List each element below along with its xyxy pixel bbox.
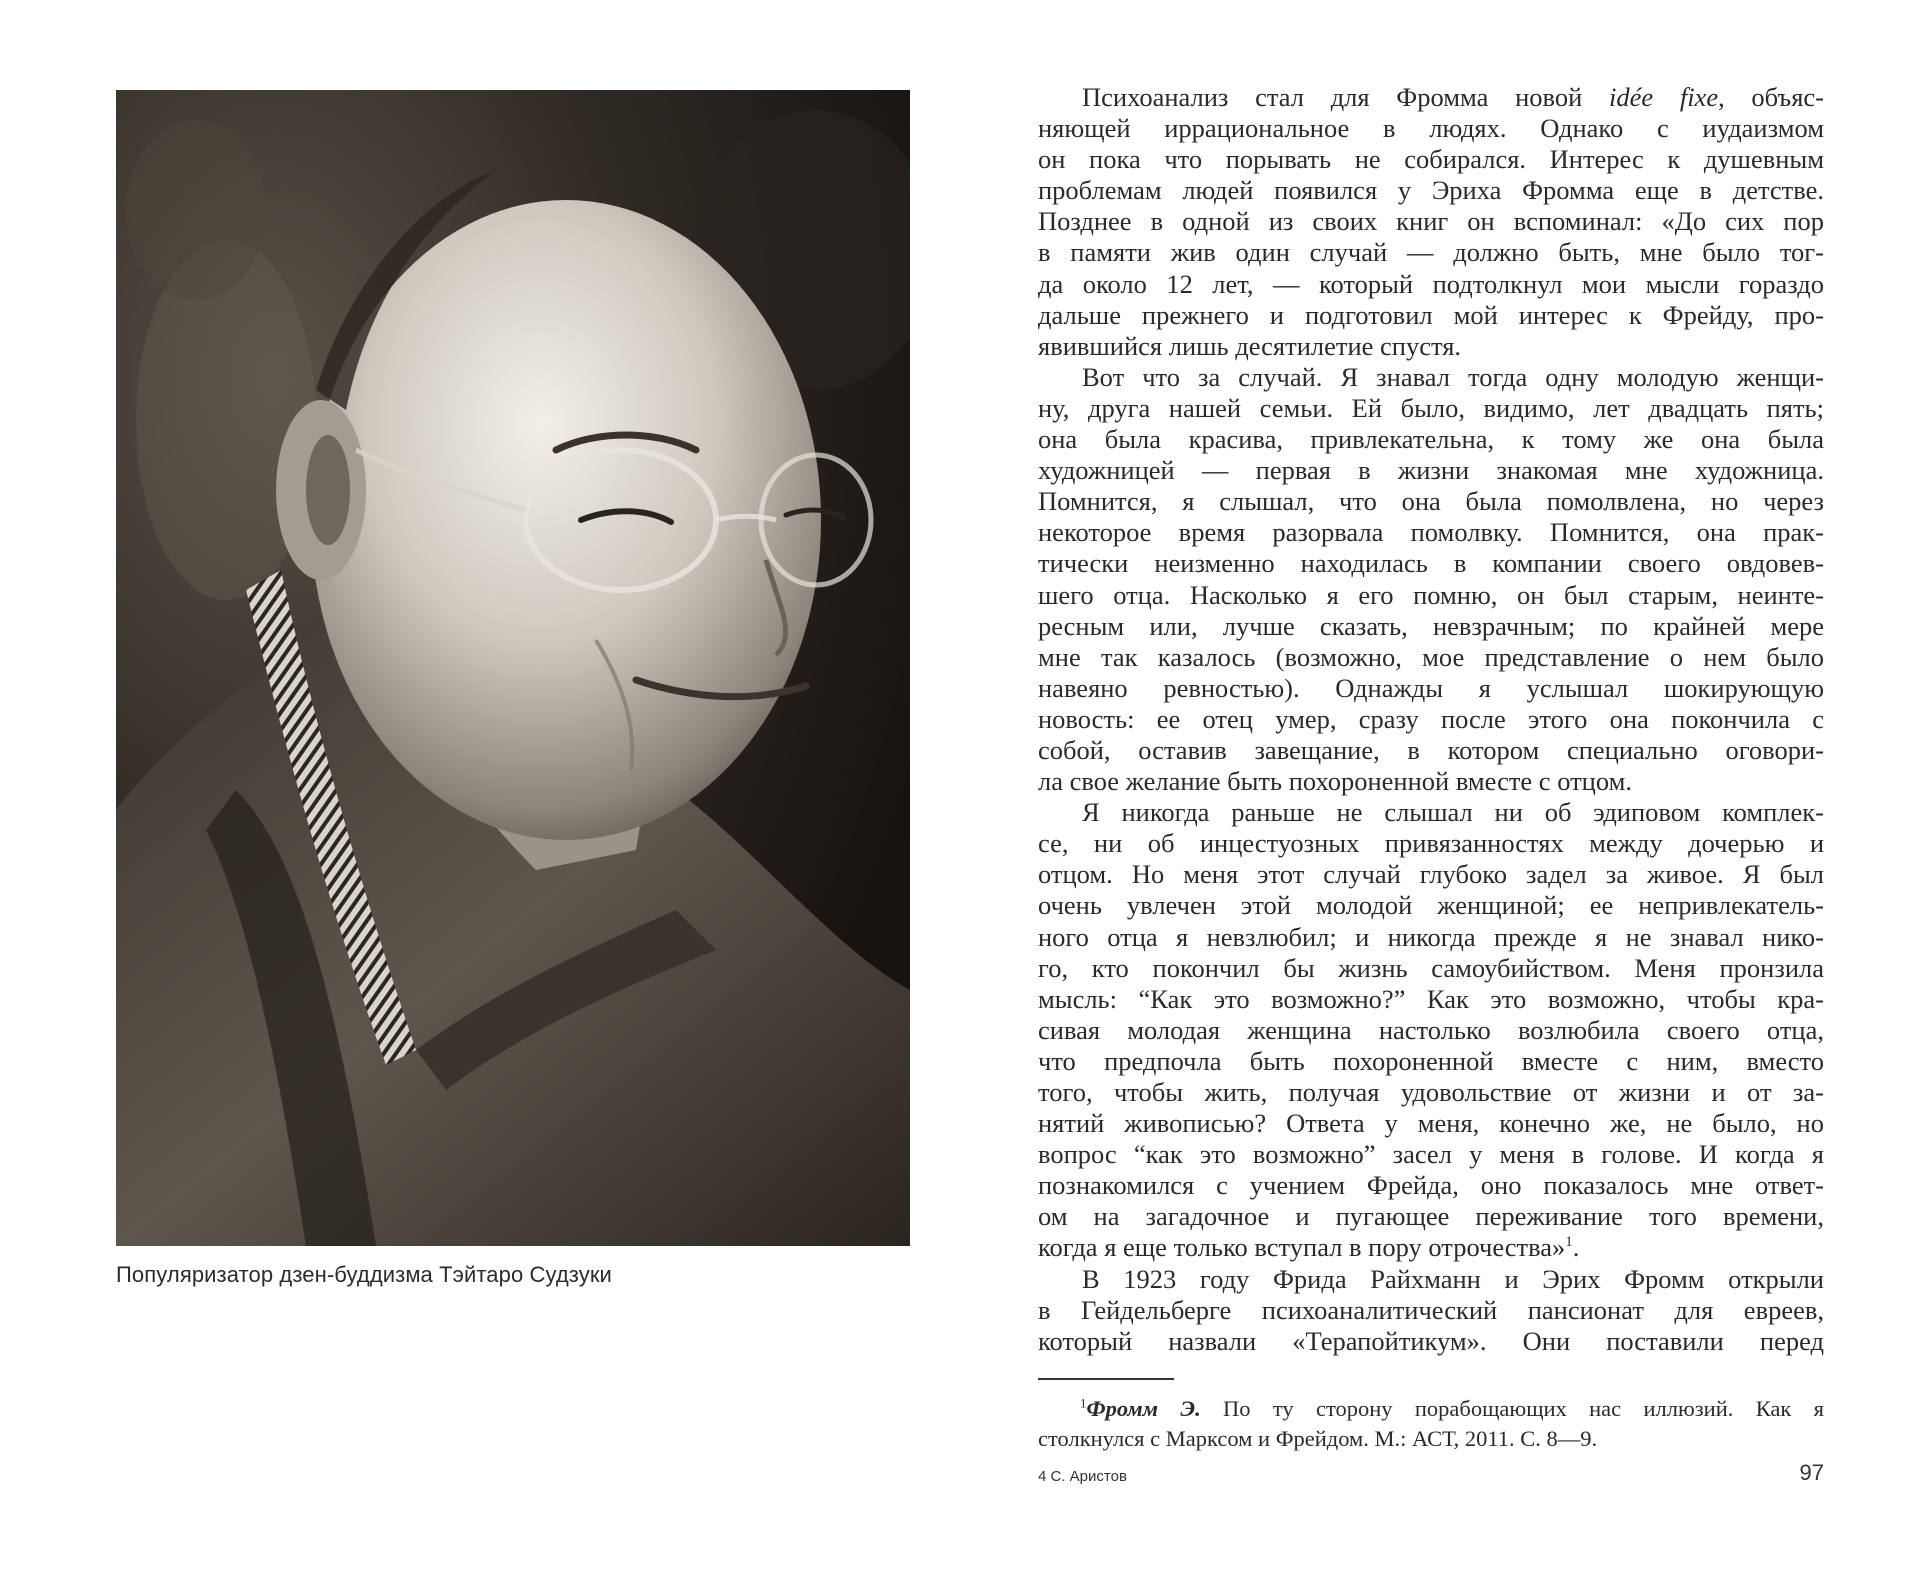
text-line: Вот что за случай. Я знавал тогда одну молодую женщи- xyxy=(1082,361,1824,392)
text-line: собой, оставив завещание, в котором специально оговори- xyxy=(1038,734,1824,765)
footnote-ref: 1 xyxy=(1565,1234,1573,1251)
footnote-author: Фромм Э. xyxy=(1086,1396,1201,1421)
paragraph xyxy=(1038,82,1824,362)
footnote-number: 1 xyxy=(1080,1395,1087,1411)
text-line: того, чтобы жить, получая удовольствие от жизни и от за- xyxy=(1038,1077,1824,1107)
text-line: что предпочла быть похороненной вместе с ним, вместо xyxy=(1038,1045,1824,1076)
footnote-line: $^1$Фромм Э. По ту сторону порабощающих нас иллюзий. Как я xyxy=(1080,1395,1824,1421)
text-line: он пока что порывать не собирался. Интерес к душевным xyxy=(1038,144,1824,175)
text-line: в Гейдельберге психоаналитический пансионат для евреев, xyxy=(1038,1294,1824,1325)
text-line: ла свое желание быть похороненной вместе с отцом. xyxy=(1038,766,1632,797)
text-line: В 1923 году Фрида Райхманн и Эрих Фромм открыли xyxy=(1082,1263,1824,1294)
page-number: 97 xyxy=(1799,1460,1824,1485)
text-line: новость: ее отец умер, сразу после этого она покончила с xyxy=(1038,703,1824,734)
text-line: се, ни об инцестуозных привязанностях между дочерью и xyxy=(1038,828,1824,859)
text-line: когда я еще только вступал в пору отрочества»$^1$. xyxy=(1038,1232,1580,1263)
text-line: Психоанализ стал для Фромма новой idée fixe, объяс- xyxy=(1082,82,1824,112)
footnote-divider xyxy=(1038,1378,1174,1380)
text-line: в памяти жив один случай — должно быть, мне было тог- xyxy=(1038,237,1824,268)
paragraph xyxy=(1038,362,1824,797)
text-line: явившийся лишь десятилетие спустя. xyxy=(1038,330,1462,361)
text-line: очень увлечен этой молодой женщиной; ее непривлекатель- xyxy=(1038,890,1824,921)
text-line: мне так казалось (возможно, мое представление о нем было xyxy=(1038,641,1824,672)
text-line: Позднее в одной из своих книг он вспоминал: «До сих пор xyxy=(1038,206,1824,237)
text-line: Я никогда раньше не слышал ни об эдиповом комплек- xyxy=(1082,797,1824,828)
text-line: дальше прежнего и подготовил мой интерес к Фрейду, про- xyxy=(1038,299,1824,330)
paragraph xyxy=(1038,797,1824,1263)
paragraph xyxy=(1038,1264,1824,1357)
text-line: который назвали «Терапойтикум». Они поставили перед xyxy=(1038,1325,1824,1356)
text-line: ом на загадочное и пугающее переживание того времени, xyxy=(1038,1201,1824,1232)
text-line: нятий живописью? Ответа у меня, конечно же, не было, но xyxy=(1038,1108,1824,1139)
text-line: го, кто покончил бы жизнь самоубийством. Меня пронзила xyxy=(1038,952,1824,983)
portrait-photo xyxy=(116,90,910,1246)
text-line: шего отца. Насколько я его помню, он был старым, неинте- xyxy=(1038,579,1824,610)
text-line: мысль: “Как это возможно?” Как это возможно, чтобы кра- xyxy=(1038,983,1824,1014)
text-line: ну, друга нашей семьи. Ей было, видимо, лет двадцать пять; xyxy=(1038,392,1824,423)
text-line: она была красива, привлекательна, к тому же она была xyxy=(1038,424,1824,455)
text-line: отцом. Но меня этот случай глубоко задел за живое. Я был xyxy=(1038,859,1824,890)
text-line: некоторое время разорвала помолвку. Помнится, она прак- xyxy=(1038,517,1824,548)
text-line: няющей иррациональное в людях. Однако с иудаизмом xyxy=(1038,113,1824,144)
footnote-line: столкнулся с Марксом и Фрейдом. М.: АСТ, 2011. С. 8—9. xyxy=(1038,1426,1598,1451)
text-line: да около 12 лет, — который подтолкнул мои мысли гораздо xyxy=(1038,268,1824,299)
text-line: тически неизменно находилась в компании своего овдовев- xyxy=(1038,548,1824,579)
text-line: познакомился с учением Фрейда, оно показалось мне ответ- xyxy=(1038,1170,1824,1201)
body-text xyxy=(1038,82,1824,1357)
text-line: ресным или, лучше сказать, невзрачным; по крайней мере xyxy=(1038,610,1824,641)
text-line: вопрос “как это возможно” засел у меня в голове. И когда я xyxy=(1038,1139,1824,1170)
text-line: навеяно ревностью). Однажды я услышал шокирующую xyxy=(1038,672,1824,703)
text-line: ного отца я невзлюбил; и никогда прежде я не знавал нико- xyxy=(1038,921,1824,952)
footnote xyxy=(1038,1394,1824,1454)
text-line: Помнится, я слышал, что она была помолвлена, но через xyxy=(1038,486,1824,517)
text-line: художницей — первая в жизни знакомая мне художница. xyxy=(1038,455,1824,486)
text-line: сивая молодая женщина настолько возлюбила своего отца, xyxy=(1038,1014,1824,1045)
photo-caption: Популяризатор дзен-буддизма Тэйтаро Судзуки xyxy=(116,1262,612,1287)
text-line: проблемам людей появился у Эриха Фромма еще в детстве. xyxy=(1038,175,1824,206)
signature-mark: 4 С. Аристов xyxy=(1038,1468,1127,1485)
